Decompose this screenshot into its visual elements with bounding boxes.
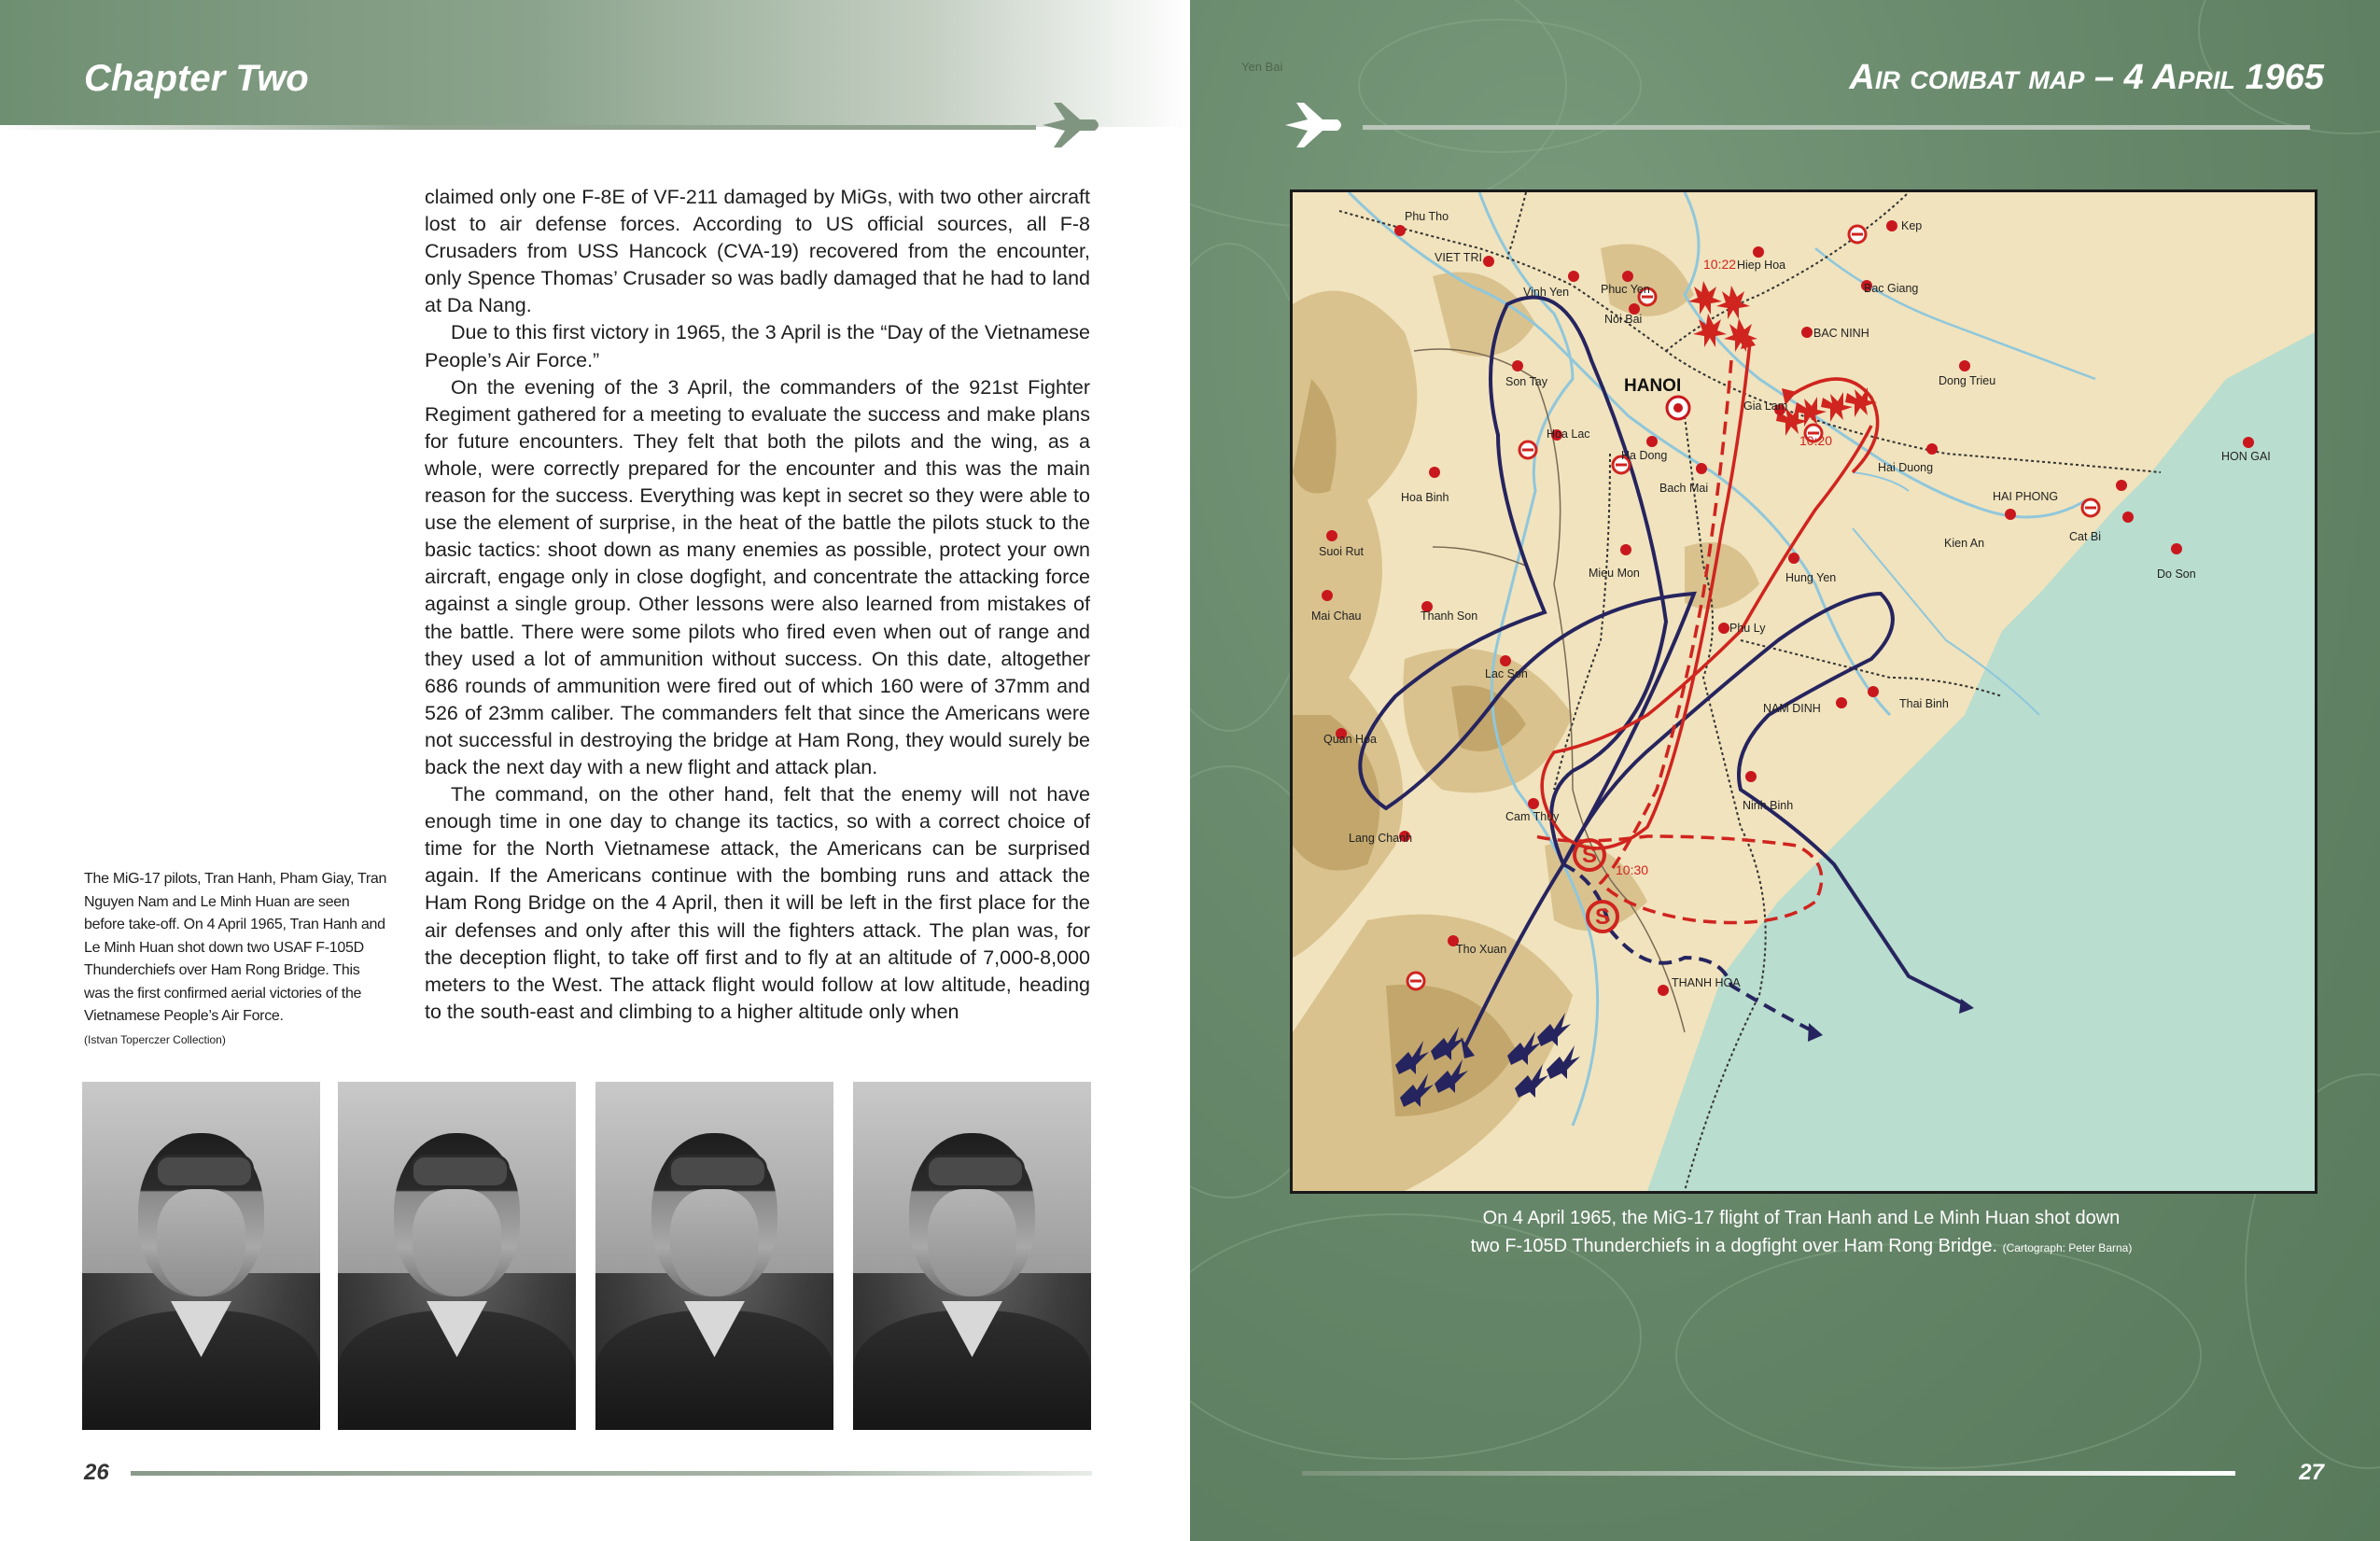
place-label: VIET TRI xyxy=(1435,251,1482,264)
chapter-title: Chapter Two xyxy=(84,58,309,99)
map-caption-line-2: two F-105D Thunderchiefs in a dogfight over Ham Rong Bridge. xyxy=(1470,1236,1998,1256)
footer-rule-right xyxy=(1302,1471,2235,1476)
capital-label: HANOI xyxy=(1624,376,1682,396)
time-label: 10:22 xyxy=(1703,257,1737,272)
pilot-portrait-3 xyxy=(595,1082,833,1430)
place-label: Hoa Binh xyxy=(1401,491,1449,504)
air-combat-map xyxy=(1290,189,2317,1194)
place-label: NAM DINH xyxy=(1763,702,1821,715)
place-label: Dong Trieu xyxy=(1939,374,1996,387)
header-rule-right xyxy=(1363,125,2310,130)
place-label: Cam Thuy xyxy=(1505,810,1560,823)
time-label: 10:30 xyxy=(1616,862,1649,877)
place-label: Phuc Yen xyxy=(1601,283,1650,296)
footer-rule-left xyxy=(131,1471,1092,1476)
capital-marker-hanoi xyxy=(1667,397,1689,419)
svg-text:S: S xyxy=(1594,904,1611,930)
body-text xyxy=(425,184,1090,1026)
body-paragraph: Due to this first victory in 1965, the 3 April is the “Day of the Vietnamese People’s Air Force.” xyxy=(425,321,1090,371)
body-paragraph: The command, on the other hand, felt that the enemy will not have enough time in one day to change its tactics, so with a correct choice of time for the North Vietnamese attack, the Americans can be surprised again. If the Americans continue with the bombing runs and attack the Ham Rong Bridge on the 4 April, then it will be left in the first place for the air defenses and only after this will the fighters attack. The plan was, for the deception flight, to take off first and to fly at an altitude of 7,000-8,000 meters to the West. The attack flight would follow at low altitude, heading to the south-east and climbing to a higher altitude only when xyxy=(425,783,1090,1023)
place-label: Thanh Son xyxy=(1421,609,1478,623)
place-label: Gia Lam xyxy=(1743,399,1788,413)
photo-caption xyxy=(84,868,387,1051)
place-label: Quan Hoa xyxy=(1323,733,1377,746)
page-number-right: 27 xyxy=(2299,1460,2324,1485)
place-label: Ha Dong xyxy=(1621,449,1668,462)
place-label: Lang Chanh xyxy=(1349,832,1413,845)
place-label: Bach Mai xyxy=(1659,482,1709,495)
pilot-portrait-2 xyxy=(338,1082,576,1430)
pilot-portrait-1 xyxy=(82,1082,320,1430)
place-label: Son Tay xyxy=(1505,375,1547,388)
map-credit: (Cartograph: Peter Barna) xyxy=(2002,1241,2133,1254)
place-label: Noi Bai xyxy=(1604,313,1643,326)
place-label: Thai Binh xyxy=(1899,697,1949,710)
sea xyxy=(1647,332,2315,1191)
place-label: Hoa Lac xyxy=(1547,427,1590,441)
map-title: Air combat map – 4 April 1965 xyxy=(1849,58,2324,97)
place-label: Hiep Hoa xyxy=(1737,259,1786,272)
background-place-label: Yen Bai xyxy=(1241,60,1283,74)
pilot-portrait-4 xyxy=(853,1082,1091,1430)
place-label: Tho Xuan xyxy=(1456,943,1507,956)
map-svg xyxy=(1293,192,2315,1191)
place-label: HON GAI xyxy=(2221,450,2271,463)
place-label: Do Son xyxy=(2157,567,2196,581)
place-label: Kep xyxy=(1901,219,1923,232)
railroad xyxy=(1507,192,1526,258)
place-label: Suoi Rut xyxy=(1319,545,1364,558)
svg-text:S: S xyxy=(1581,843,1598,868)
place-label: Lac Son xyxy=(1485,667,1528,680)
place-label: Phu Tho xyxy=(1405,210,1449,223)
page-number-left: 26 xyxy=(84,1460,109,1485)
place-label: THANH HOA xyxy=(1672,976,1741,989)
photo-credit: (Istvan Toperczer Collection) xyxy=(84,1032,226,1046)
plane-icon xyxy=(1283,99,1345,151)
place-label: Vinh Yen xyxy=(1523,286,1570,299)
place-label: BAC NINH xyxy=(1813,327,1869,340)
plane-icon xyxy=(1041,99,1102,151)
time-label: 10:20 xyxy=(1799,433,1833,448)
place-label: Kien An xyxy=(1944,537,1985,550)
place-label: Mieu Mon xyxy=(1589,567,1640,580)
body-paragraph: On the evening of the 3 April, the commanders of the 921st Fighter Regiment gathered for a meeting to evaluate the success and make plans for future encounters. They felt that both the pilots and the wing, as a whole, were correctly prepared for the encounter and this was the main reason for the success. Everything was kept in secret so they were able to use the element of surprise, in the heat of the battle the pilots stuck to the basic tactics: shoot down as many enemies as possible, protect your own aircraft, engage only in close dogfight, and concentrate the attacking force against a single group. Other lessons were also learned from mistakes of the battle. There were some pilots who fired even when out of range and they used a lot of ammunition without success. On this date, altogether 686 rounds of ammunition were fired out of which 160 were of 37mm and 526 of 23mm caliber. The commanders felt that since the Americans were not successful in destroying the bridge at Ham Rong, they would surely be back the next day with a new flight and attack plan. xyxy=(425,375,1090,778)
place-label: Bac Giang xyxy=(1864,282,1919,295)
photo-caption-text: The MiG-17 pilots, Tran Hanh, Pham Giay, Tran Nguyen Nam and Le Minh Huan are seen before take-off. On 4 April 1965, Tran Hanh and Le Minh Huan shot down two USAF F-105D Thunderchiefs over Ham Rong Bridge. This was the first confirmed aerial victories of the Vietnamese People’s Air Force. xyxy=(84,871,387,1024)
place-label: HAI PHONG xyxy=(1993,490,2059,503)
place-label: Cat Bi xyxy=(2069,530,2102,543)
header-rule xyxy=(0,125,1036,130)
place-label: Hai Duong xyxy=(1878,461,1934,474)
place-label: Ninh Binh xyxy=(1743,799,1794,812)
place-label: Phu Ly xyxy=(1729,622,1766,635)
map-caption-line-1: On 4 April 1965, the MiG-17 flight of Tran Hanh and Le Minh Huan shot down xyxy=(1482,1208,2121,1228)
map-caption xyxy=(1335,1204,2268,1262)
road xyxy=(1433,547,1526,566)
place-label: Hung Yen xyxy=(1785,571,1837,584)
place-label: Mai Chau xyxy=(1311,609,1362,623)
body-paragraph: claimed only one F-8E of VF-211 damaged by MiGs, with two other aircraft lost to air defense forces. According to US official sources, all F-8 Crusaders from USS Hancock (CVA-19) recovered from the encounter, only Spence Thomas’ Crusader so was badly damaged that he had to land at Da Nang. xyxy=(425,186,1090,317)
river xyxy=(1815,248,2095,379)
